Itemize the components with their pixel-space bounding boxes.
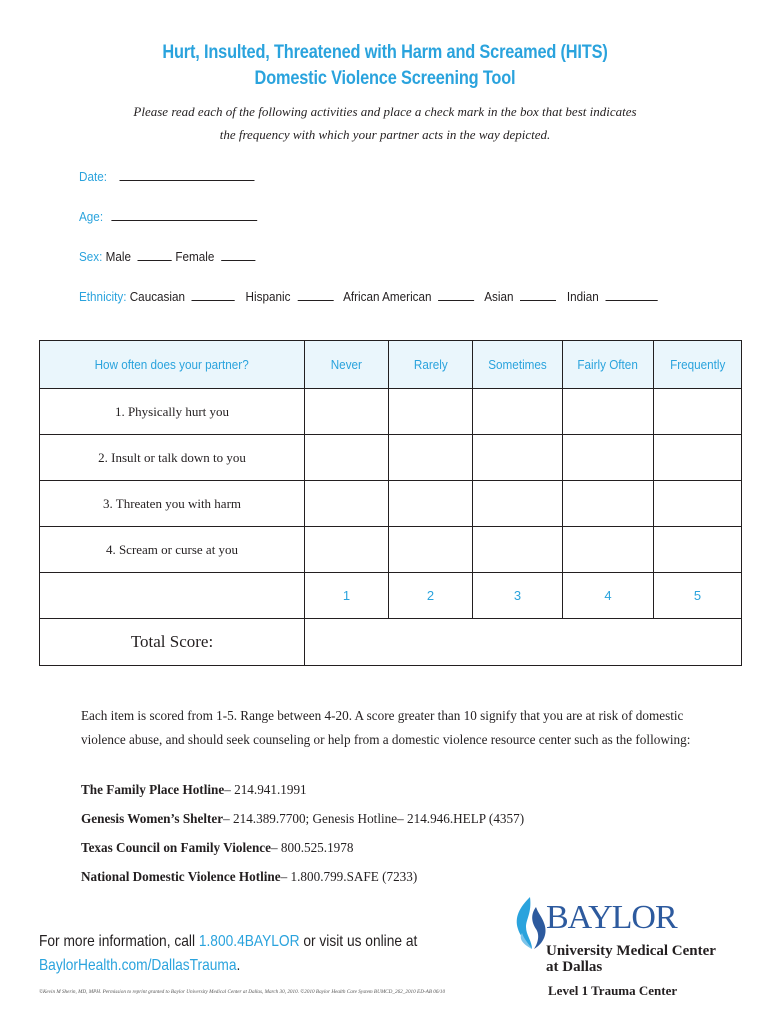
hits-table [39, 340, 742, 666]
header-rarely: Rarely [389, 341, 473, 389]
table-row [40, 527, 742, 573]
more-info-line1: For more information, call 1.800.4BAYLOR or visit us online at [39, 933, 418, 950]
checkbox-cell[interactable] [473, 389, 563, 435]
resource-name: National Domestic Violence Hotline [81, 869, 281, 884]
question-3: 3. Threaten you with harm [40, 481, 305, 527]
score-row-blank [40, 573, 305, 619]
resource-contact: – 214.941.1991 [224, 782, 307, 797]
header-fairly-often: Fairly Often [563, 341, 654, 389]
checkbox-cell[interactable] [305, 435, 389, 481]
date-label: Date: [79, 169, 107, 184]
ethnicity-hispanic-line[interactable] [297, 288, 333, 301]
checkbox-cell[interactable] [473, 527, 563, 573]
checkbox-cell[interactable] [563, 389, 654, 435]
checkbox-cell[interactable] [654, 481, 742, 527]
form-title-line2: Domestic Violence Screening Tool [254, 68, 516, 89]
resource-national-hotline [81, 869, 417, 885]
resource-contact: – 214.389.7700; Genesis Hotline– 214.946.HELP (4357) [223, 811, 525, 826]
ethnicity-asian-line[interactable] [520, 288, 556, 301]
checkbox-cell[interactable] [305, 527, 389, 573]
checkbox-cell[interactable] [389, 527, 473, 573]
flame-icon [510, 893, 550, 953]
header-sometimes: Sometimes [473, 341, 563, 389]
resource-family-place [81, 782, 307, 798]
checkbox-cell[interactable] [654, 527, 742, 573]
instructions-line1: Please read each of the following activities and place a check mark in the box that best indicates [133, 104, 637, 119]
score-5: 5 [654, 573, 742, 619]
total-row [40, 619, 742, 666]
checkbox-cell[interactable] [654, 389, 742, 435]
checkbox-cell[interactable] [389, 435, 473, 481]
website-link[interactable]: BaylorHealth.com/DallasTrauma [39, 957, 237, 974]
table-row [40, 481, 742, 527]
score-3: 3 [473, 573, 563, 619]
copyright-fine-print: ©Kevin M Sherin, MD, MPH. Permission to reprint granted to Baylor University Medical Center at Dallas, March 30, 2010. ©2010 Baylor Health Care System BUMCD_262_2010 ED-AB 06/10 [39, 989, 446, 995]
ethnicity-hispanic: Hispanic [245, 289, 291, 304]
sex-male-label: Male [105, 249, 132, 264]
resource-texas-council [81, 840, 353, 856]
resource-name: The Family Place Hotline [81, 782, 225, 797]
checkbox-cell[interactable] [473, 481, 563, 527]
sex-label: Sex: [79, 249, 103, 264]
header-frequently: Frequently [654, 341, 742, 389]
resource-contact: – 800.525.1978 [271, 840, 354, 855]
logo-wordmark: BAYLOR [546, 899, 677, 936]
age-input-line[interactable] [112, 208, 258, 221]
scoring-paragraph: Each item is scored from 1-5. Range between 4-20. A score greater than 10 signify that you are at risk of domestic violence abuse, and should seek counseling or help from a domestic violence resource center such as the following: [81, 708, 691, 747]
resource-name: Texas Council on Family Violence [81, 840, 272, 855]
more-info-line2: BaylorHealth.com/DallasTrauma. [39, 957, 241, 974]
sex-field [79, 248, 255, 264]
ethnicity-african-american-line[interactable] [438, 288, 474, 301]
checkbox-cell[interactable] [654, 435, 742, 481]
table-header-row [40, 341, 742, 389]
checkbox-cell[interactable] [563, 435, 654, 481]
logo-line1: University Medical Center [546, 943, 716, 959]
ethnicity-asian: Asian [484, 289, 514, 304]
age-label: Age: [79, 209, 104, 224]
form-title-line1: Hurt, Insulted, Threatened with Harm and Screamed (HITS) [162, 42, 608, 63]
checkbox-cell[interactable] [305, 389, 389, 435]
score-row [40, 573, 742, 619]
table-row [40, 389, 742, 435]
logo-line2: at Dallas [546, 959, 603, 975]
ethnicity-label: Ethnicity: [79, 289, 127, 304]
header-never: Never [305, 341, 389, 389]
ethnicity-indian: Indian [566, 289, 599, 304]
resource-contact: – 1.800.799.SAFE (7233) [280, 869, 418, 884]
instructions-line2: the frequency with which your partner acts in the way depicted. [219, 127, 551, 142]
checkbox-cell[interactable] [389, 389, 473, 435]
resource-name: Genesis Women’s Shelter [81, 811, 224, 826]
logo-line3: Level 1 Trauma Center [548, 983, 678, 998]
question-header: How often does your partner? [40, 341, 305, 389]
table-row [40, 435, 742, 481]
ethnicity-caucasian: Caucasian [129, 289, 186, 304]
ethnicity-caucasian-line[interactable] [192, 288, 235, 301]
sex-female-line[interactable] [221, 248, 255, 261]
checkbox-cell[interactable] [563, 527, 654, 573]
checkbox-cell[interactable] [389, 481, 473, 527]
checkbox-cell[interactable] [473, 435, 563, 481]
score-4: 4 [563, 573, 654, 619]
ethnicity-field [79, 288, 658, 304]
total-score-label: Total Score: [40, 619, 305, 666]
baylor-logo [510, 893, 740, 1003]
resource-genesis [81, 811, 524, 827]
question-4: 4. Scream or curse at you [40, 527, 305, 573]
ethnicity-african-american: African American [343, 289, 432, 304]
total-score-field[interactable] [305, 619, 742, 666]
score-2: 2 [389, 573, 473, 619]
question-2: 2. Insult or talk down to you [40, 435, 305, 481]
age-field [79, 208, 258, 224]
date-input-line[interactable] [119, 168, 254, 181]
ethnicity-indian-line[interactable] [606, 288, 658, 301]
score-1: 1 [305, 573, 389, 619]
question-1: 1. Physically hurt you [40, 389, 305, 435]
date-field [79, 168, 254, 184]
sex-male-line[interactable] [138, 248, 172, 261]
checkbox-cell[interactable] [563, 481, 654, 527]
sex-female-label: Female [175, 249, 215, 264]
checkbox-cell[interactable] [305, 481, 389, 527]
phone-link[interactable]: 1.800.4BAYLOR [198, 933, 300, 950]
